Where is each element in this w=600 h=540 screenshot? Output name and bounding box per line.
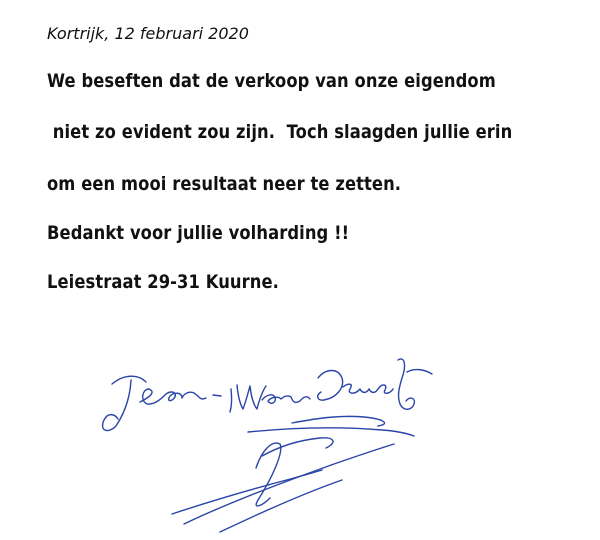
letter-line-5: Leiestraat 29-31 Kuurne. — [47, 271, 279, 293]
letter-line-2: niet zo evident zou zijn. Toch slaagden jullie erin — [47, 121, 513, 143]
letter-line-3: om een mooi resultaat neer te zetten. — [47, 173, 402, 195]
letter-date: Kortrijk, 12 februari 2020 — [47, 24, 249, 43]
letter-line-1: We beseften dat de verkoop van onze eigendom — [47, 70, 496, 92]
letter-line-4: Bedankt voor jullie volharding !! — [47, 222, 350, 244]
